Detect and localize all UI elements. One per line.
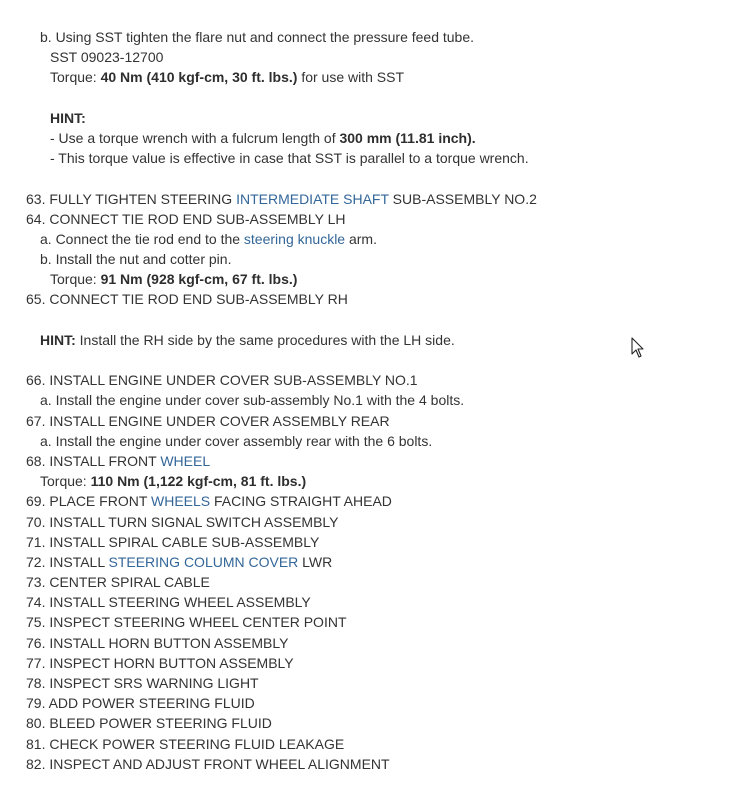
step-63 xyxy=(0,189,748,209)
torque-spec-62b xyxy=(0,67,748,87)
hint-label: HINT: xyxy=(50,109,86,126)
step-76: 76. INSTALL HORN BUTTON ASSEMBLY xyxy=(26,634,289,651)
step-65: 65. CONNECT TIE ROD END SUB-ASSEMBLY RH xyxy=(26,291,348,308)
step-72 xyxy=(0,552,748,572)
hint-item-2: - This torque value is effective in case that SST is parallel to a torque wrench. xyxy=(50,150,529,167)
step-75: 75. INSPECT STEERING WHEEL CENTER POINT xyxy=(26,614,347,631)
step-64a-pre: a. Connect the tie rod end to the xyxy=(40,230,244,247)
torque-value: 110 Nm (1,122 kgf-cm, 81 ft. lbs.) xyxy=(90,473,307,490)
step-67: 67. INSTALL ENGINE UNDER COVER ASSEMBLY REAR xyxy=(26,412,390,429)
step-74: 74. INSTALL STEERING WHEEL ASSEMBLY xyxy=(26,594,311,611)
torque-value: 91 Nm (928 kgf-cm, 67 ft. lbs.) xyxy=(100,271,298,288)
steering-knuckle-link[interactable]: steering knuckle xyxy=(243,230,346,247)
step-63-post: SUB-ASSEMBLY NO.2 xyxy=(388,190,537,207)
step-77: 77. INSPECT HORN BUTTON ASSEMBLY xyxy=(26,654,294,671)
step-64a-post: arm. xyxy=(345,230,377,247)
step-64: 64. CONNECT TIE ROD END SUB-ASSEMBLY LH xyxy=(26,210,346,227)
step-82: 82. INSPECT AND ADJUST FRONT WHEEL ALIGNMENT xyxy=(26,755,390,772)
step-69-pre: 69. PLACE FRONT xyxy=(26,493,152,510)
mouse-pointer-icon xyxy=(631,337,645,359)
wheel-link[interactable]: WHEEL xyxy=(160,452,211,469)
step-71: 71. INSTALL SPIRAL CABLE SUB-ASSEMBLY xyxy=(26,533,320,550)
step-80: 80. BLEED POWER STEERING FLUID xyxy=(26,715,272,732)
torque-label: Torque: xyxy=(50,271,101,288)
step-73: 73. CENTER SPIRAL CABLE xyxy=(26,574,210,591)
spacer xyxy=(0,310,748,330)
torque-spec-64 xyxy=(0,269,748,289)
step-72-post: LWR xyxy=(298,553,333,570)
step-81: 81. CHECK POWER STEERING FLUID LEAKAGE xyxy=(26,735,345,752)
hint-label: HINT: xyxy=(40,331,76,348)
step-64a xyxy=(0,229,748,249)
step-70: 70. INSTALL TURN SIGNAL SWITCH ASSEMBLY xyxy=(26,513,339,530)
hint-item-1-text: - Use a torque wrench with a fulcrum length of xyxy=(50,129,340,146)
step-78: 78. INSPECT SRS WARNING LIGHT xyxy=(26,675,259,691)
intermediate-shaft-link[interactable]: INTERMEDIATE SHAFT xyxy=(236,190,389,207)
sst-number: SST 09023-12700 xyxy=(50,49,164,66)
step-68-pre: 68. INSTALL FRONT xyxy=(26,452,161,469)
step-62b-instruction: b. Using SST tighten the flare nut and connect the pressure feed tube. xyxy=(40,29,475,45)
step-69 xyxy=(0,491,748,511)
spacer xyxy=(0,168,748,188)
steering-column-cover-link[interactable]: STEERING COLUMN COVER xyxy=(108,553,299,570)
step-67a: a. Install the engine under cover assembly rear with the 6 bolts. xyxy=(40,432,433,449)
torque-value: 40 Nm (410 kgf-cm, 30 ft. lbs.) xyxy=(100,69,298,86)
step-63-pre: 63. FULLY TIGHTEN STEERING xyxy=(26,190,237,207)
step-79: 79. ADD POWER STEERING FLUID xyxy=(26,695,255,712)
step-66a: a. Install the engine under cover sub-assembly No.1 with the 4 bolts. xyxy=(40,392,465,409)
torque-spec-68 xyxy=(0,471,748,491)
torque-suffix: for use with SST xyxy=(297,69,405,86)
step-68 xyxy=(0,451,748,471)
step-69-post: FACING STRAIGHT AHEAD xyxy=(210,493,392,510)
torque-label: Torque: xyxy=(40,473,91,490)
wheels-link[interactable]: WHEELS xyxy=(151,493,211,510)
hint-65-text: Install the RH side by the same procedures with the LH side. xyxy=(75,331,455,348)
step-72-pre: 72. INSTALL xyxy=(26,553,109,570)
hint-item-1-value: 300 mm (11.81 inch). xyxy=(339,129,476,146)
hint-heading xyxy=(0,108,748,128)
step-66: 66. INSTALL ENGINE UNDER COVER SUB-ASSEMBLY NO.1 xyxy=(26,372,418,389)
torque-label: Torque: xyxy=(50,69,101,86)
step-64b: b. Install the nut and cotter pin. xyxy=(40,251,232,268)
spacer xyxy=(0,88,748,108)
procedure-document xyxy=(0,27,748,774)
hint-item-1 xyxy=(0,128,748,148)
